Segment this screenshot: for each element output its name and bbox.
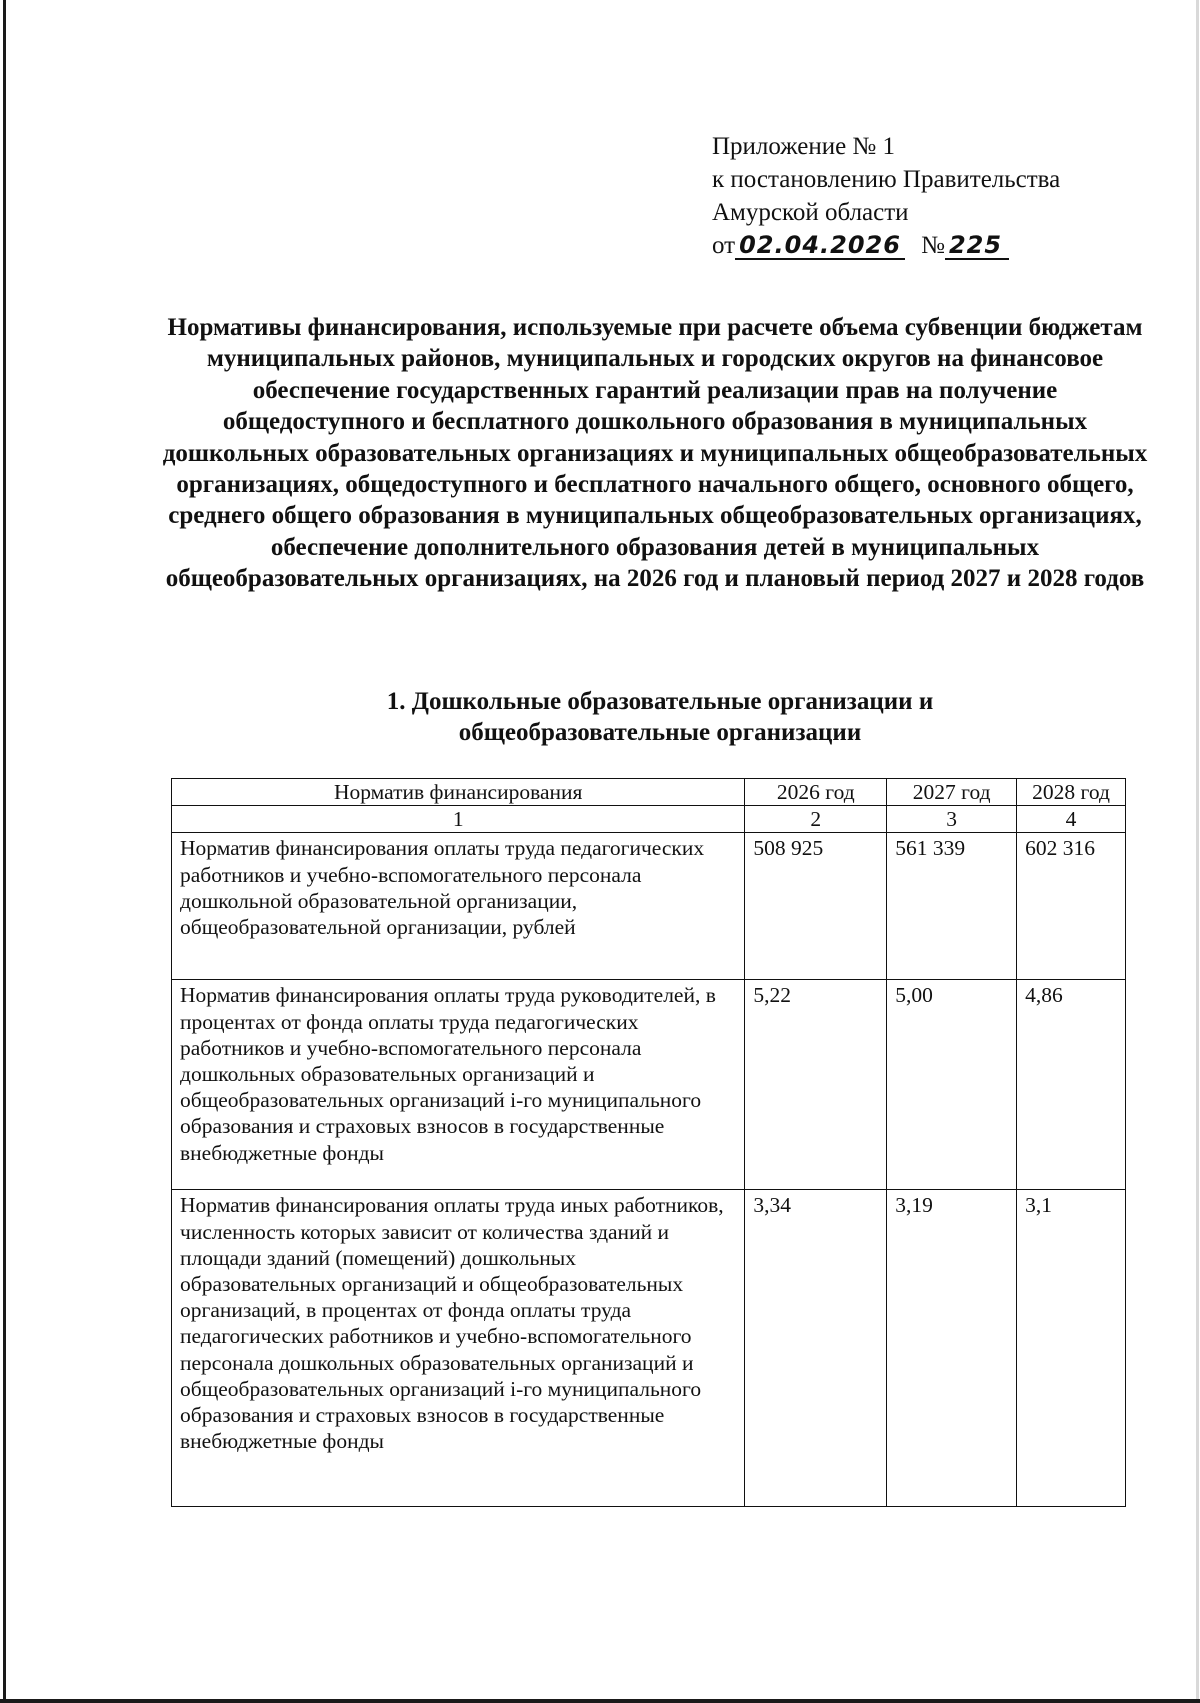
value-2027: 3,19: [887, 1190, 1017, 1507]
index-cell: 4: [1017, 806, 1126, 833]
value-2028: 3,1: [1017, 1190, 1126, 1507]
header-2028: 2028 год: [1017, 779, 1126, 806]
section-heading: [260, 686, 1060, 748]
table-index-row: [172, 806, 1126, 833]
table-header-row: [172, 779, 1126, 806]
appendix-label: Приложение № 1: [712, 133, 896, 160]
handwritten-number: 225: [945, 232, 1009, 260]
value-2026: 3,34: [745, 1190, 887, 1507]
header-norm: Норматив финансирования: [172, 779, 745, 806]
section-heading-line-2: общеобразовательные организации: [458, 719, 862, 746]
handwritten-date: 02.04.2026: [735, 232, 905, 260]
document-title: Нормативы финансирования, используемые при расчете объема субвенции бюджетам муниципальных районов, муниципальных и городских округов на финансовое обеспечение государственных гарантий реализации прав на получение общедоступного и бесплатного дошкольного образования в муниципальных дошкольных образовательных организациях и муниципальных общеобразовательных организациях, общедоступного и бесплатного начального общего, основного общего, среднего общего образования в муниципальных общеобразовательных организациях, обеспечение дополнительного образования детей в муниципальных общеобразовательных организациях, на 2026 год и плановый период 2027 и 2028 годов: [162, 314, 1148, 593]
number-prefix: №: [921, 232, 945, 259]
index-cell: 3: [887, 806, 1017, 833]
table-row: [172, 1190, 1126, 1507]
value-2027: 5,00: [887, 980, 1017, 1190]
header-2027: 2027 год: [887, 779, 1017, 806]
scan-edge-bottom: [0, 1699, 1200, 1703]
value-2026: 5,22: [745, 980, 887, 1190]
index-cell: 2: [745, 806, 887, 833]
approval-block: [712, 130, 1060, 262]
table-row: [172, 833, 1126, 980]
value-2028: 4,86: [1017, 980, 1126, 1190]
resolution-label: к постановлению Правительства: [712, 166, 1061, 193]
value-2027: 561 339: [887, 833, 1017, 980]
row-description: Норматив финансирования оплаты труда иных работников, численность которых зависит от количества зданий и площади зданий (помещений) дошкольных образовательных организаций и общеобразовательных организаций, в процентах от фонда оплаты труда педагогических работников и учебно-вспомогательного персонала дошкольных образовательных организаций и общеобразовательных организаций i-го муниципального образования и страховых взносов в государственные внебюджетные фонды: [172, 1190, 745, 1507]
date-number-row: [712, 229, 1060, 262]
row-description: Норматив финансирования оплаты труда педагогических работников и учебно-вспомогательного персонала дошкольной образовательной организации, общеобразовательной организации, рублей: [172, 833, 745, 980]
table-row: [172, 980, 1126, 1190]
scan-edge-right: [1196, 0, 1199, 1703]
value-2028: 602 316: [1017, 833, 1126, 980]
date-prefix: от: [712, 232, 736, 259]
scan-edge-left: [3, 0, 6, 1703]
financing-norms-table: [171, 778, 1126, 1507]
section-heading-line-1: 1. Дошкольные образовательные организации и: [386, 688, 934, 715]
index-cell: 1: [172, 806, 745, 833]
header-2026: 2026 год: [745, 779, 887, 806]
region-label: Амурской области: [712, 199, 909, 226]
value-2026: 508 925: [745, 833, 887, 980]
row-description: Норматив финансирования оплаты труда руководителей, в процентах от фонда оплаты труда педагогических работников и учебно-вспомогательного персонала дошкольных образовательных организаций и общеобразовательных организаций i-го муниципального образования и страховых взносов в государственные внебюджетные фонды: [172, 980, 745, 1190]
